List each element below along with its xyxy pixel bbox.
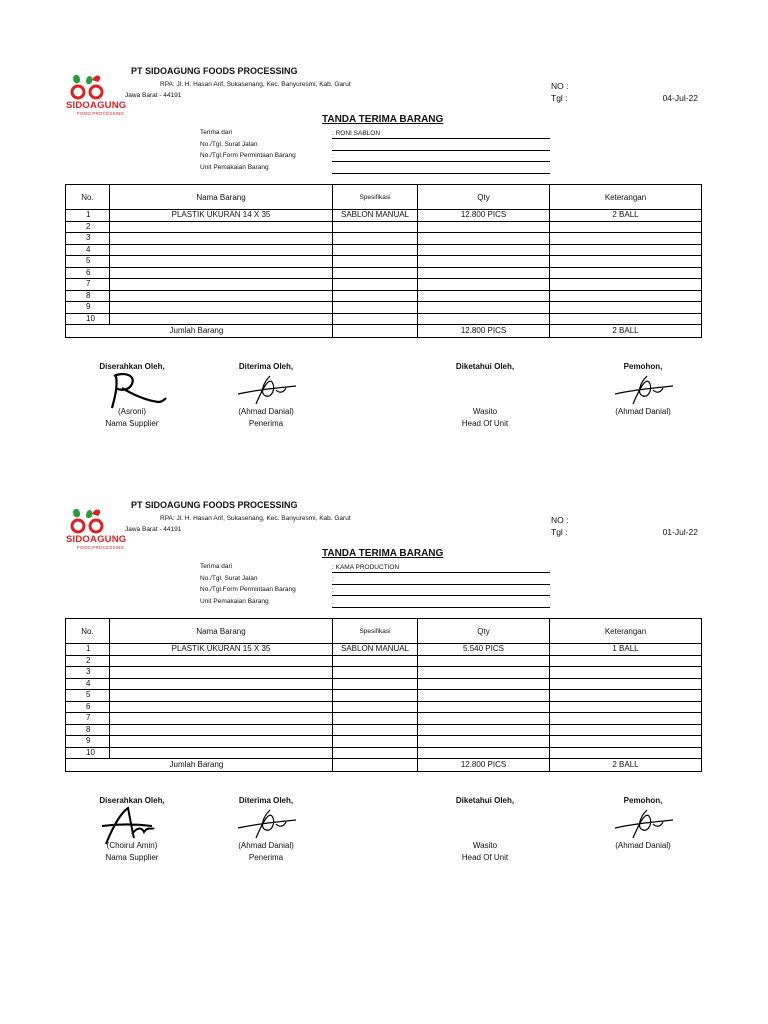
cell-no: 3 [66, 667, 110, 679]
field-label: Terima dari [200, 129, 233, 136]
signature-person: (Ahmad Danial) [615, 841, 671, 850]
signature-person: Wasito [472, 841, 498, 850]
logo-subtext: FOOD PROCESSING [77, 111, 125, 116]
cell-spesifikasi [333, 244, 418, 256]
cell-nama-barang [110, 667, 333, 679]
cell-qty [418, 667, 550, 679]
company-logo [66, 70, 130, 116]
company-name: PT SIDOAGUNG FOODS PROCESSING [131, 66, 298, 76]
doc-number-label: NO : [551, 81, 569, 91]
cell-spesifikasi [333, 678, 418, 690]
cell-spesifikasi [333, 221, 418, 233]
table-row [66, 290, 702, 302]
field-value: : RONI SABLON [332, 129, 550, 139]
doc-date-value: 01-Jul-22 [662, 527, 698, 537]
signature-person: (Ahmad Danial) [238, 407, 294, 416]
total-keterangan: 2 BALL [550, 325, 702, 338]
document-title: TANDA TERIMA BARANG [322, 114, 444, 125]
cell-no: 7 [66, 713, 110, 725]
field-form-permintaan [200, 151, 550, 162]
cell-qty [418, 701, 550, 713]
signature-role: Diserahkan Oleh, [99, 362, 165, 371]
total-spacer [66, 325, 110, 338]
signature-person: (Asroni) [117, 407, 146, 416]
cell-keterangan [550, 701, 702, 713]
header-no: No. [66, 185, 110, 210]
cell-no: 2 [66, 655, 110, 667]
logo-subtext: FOOD PROCESSING [77, 545, 125, 550]
cell-qty [418, 747, 550, 759]
receipt-form-2 [0, 494, 768, 914]
cell-nama-barang [110, 724, 333, 736]
field-label: No./Tgl. Surat Jalan [200, 575, 258, 582]
cell-qty [418, 655, 550, 667]
signature-icon [92, 370, 172, 412]
table-row [66, 244, 702, 256]
total-qty: 12.800 PICS [418, 325, 550, 338]
total-spesifikasi [333, 759, 418, 772]
cell-nama-barang [110, 655, 333, 667]
field-value: : [332, 141, 550, 151]
cell-qty [418, 221, 550, 233]
logo-wordmark: SIDOAGUNG [66, 534, 127, 545]
signature-icon [603, 804, 683, 846]
total-spesifikasi [333, 325, 418, 338]
signature-role: Diketahui Oleh, [455, 362, 515, 371]
cell-keterangan [550, 290, 702, 302]
cell-keterangan [550, 678, 702, 690]
cell-nama-barang [110, 256, 333, 268]
cell-keterangan: 2 BALL [550, 210, 702, 222]
cell-spesifikasi [333, 713, 418, 725]
table-row [66, 701, 702, 713]
items-table [65, 184, 702, 338]
cell-no: 7 [66, 279, 110, 291]
document-title: TANDA TERIMA BARANG [322, 548, 444, 559]
logo-icon [66, 504, 130, 536]
cell-nama-barang [110, 233, 333, 245]
cell-nama-barang [110, 690, 333, 702]
cell-spesifikasi [333, 279, 418, 291]
cell-keterangan [550, 313, 702, 325]
company-address-line1: RPA: Jl. H. Hasan Arif, Sukasenang, Kec. Banyuresmi, Kab. Garut [160, 81, 351, 88]
cell-spesifikasi [333, 667, 418, 679]
cell-keterangan [550, 233, 702, 245]
company-address-line1: RPA: Jl. H. Hasan Arif, Sukasenang, Kec. Banyuresmi, Kab. Garut [160, 515, 351, 522]
signature-role: Diketahui Oleh, [455, 796, 515, 805]
header-no: No. [66, 619, 110, 644]
field-unit-pemakaian [200, 597, 550, 608]
signature-person: Wasito [472, 407, 498, 416]
total-spacer [66, 759, 110, 772]
signature-title: Penerima [248, 419, 284, 428]
cell-nama-barang [110, 244, 333, 256]
cell-no: 6 [66, 267, 110, 279]
cell-qty [418, 233, 550, 245]
cell-keterangan [550, 302, 702, 314]
cell-spesifikasi: SABLON MANUAL [333, 644, 418, 656]
table-row [66, 313, 702, 325]
signature-title: Penerima [248, 853, 284, 862]
table-row [66, 690, 702, 702]
cell-nama-barang [110, 713, 333, 725]
cell-no: 1 [66, 210, 110, 222]
cell-nama-barang [110, 279, 333, 291]
cell-no: 10 [66, 747, 110, 759]
cell-keterangan [550, 244, 702, 256]
field-value: : [332, 152, 550, 162]
total-qty: 12.800 PICS [418, 759, 550, 772]
table-total-row [66, 325, 702, 338]
doc-date-label: Tgl : [551, 527, 568, 537]
cell-spesifikasi [333, 256, 418, 268]
cell-qty [418, 302, 550, 314]
table-row [66, 267, 702, 279]
cell-keterangan [550, 736, 702, 748]
cell-keterangan [550, 256, 702, 268]
table-row [66, 233, 702, 245]
cell-qty [418, 690, 550, 702]
company-logo [66, 504, 130, 550]
cell-spesifikasi [333, 724, 418, 736]
company-name: PT SIDOAGUNG FOODS PROCESSING [131, 500, 298, 510]
cell-no: 5 [66, 256, 110, 268]
cell-nama-barang: PLASTIK UKURAN 15 X 35 [110, 644, 333, 656]
table-row [66, 736, 702, 748]
cell-nama-barang [110, 736, 333, 748]
table-row [66, 655, 702, 667]
cell-spesifikasi [333, 313, 418, 325]
field-value: : [332, 598, 550, 608]
cell-spesifikasi [333, 736, 418, 748]
cell-keterangan [550, 690, 702, 702]
cell-qty [418, 290, 550, 302]
cell-qty [418, 736, 550, 748]
logo-wordmark: SIDOAGUNG [66, 100, 127, 111]
signature-title: Head Of Unit [461, 853, 509, 862]
header-spesifikasi: Spesifikasi [333, 619, 418, 644]
field-terima-dari [200, 128, 550, 139]
cell-no: 9 [66, 736, 110, 748]
header-qty: Qty [418, 185, 550, 210]
total-label: Jumlah Barang [110, 759, 333, 772]
doc-number-label: NO : [551, 515, 569, 525]
doc-date-value: 04-Jul-22 [662, 93, 698, 103]
field-label: Unit Pemakaian Barang [200, 164, 269, 171]
field-value: : [332, 575, 550, 585]
cell-no: 6 [66, 701, 110, 713]
cell-qty: 12.800 PICS [418, 210, 550, 222]
field-value [332, 164, 550, 174]
table-row [66, 724, 702, 736]
cell-spesifikasi [333, 290, 418, 302]
cell-keterangan [550, 747, 702, 759]
signature-role: Diserahkan Oleh, [99, 796, 165, 805]
field-surat-jalan [200, 574, 550, 585]
cell-qty [418, 267, 550, 279]
field-value: : [332, 586, 550, 596]
total-label: Jumlah Barang [110, 325, 333, 338]
cell-nama-barang [110, 313, 333, 325]
cell-keterangan [550, 655, 702, 667]
table-row [66, 302, 702, 314]
field-surat-jalan [200, 140, 550, 151]
company-address-line2: Jawa Barat - 44191 [125, 526, 182, 533]
cell-qty [418, 678, 550, 690]
table-row [66, 210, 702, 222]
cell-no: 9 [66, 302, 110, 314]
cell-keterangan [550, 724, 702, 736]
cell-no: 4 [66, 244, 110, 256]
header-nama-barang: Nama Barang [110, 185, 333, 210]
header-spesifikasi: Spesifikasi [333, 185, 418, 210]
company-address-line2: Jawa Barat - 44191 [125, 92, 182, 99]
signature-icon [603, 370, 683, 412]
table-row [66, 667, 702, 679]
cell-keterangan [550, 221, 702, 233]
cell-qty [418, 313, 550, 325]
cell-spesifikasi: SABLON MANUAL [333, 210, 418, 222]
signature-role: Pemohon, [623, 796, 663, 805]
cell-nama-barang [110, 221, 333, 233]
field-unit-pemakaian [200, 163, 550, 174]
signature-title: Nama Supplier [105, 853, 159, 862]
table-row [66, 747, 702, 759]
signature-person: (Ahmad Danial) [238, 841, 294, 850]
signature-role: Diterima Oleh, [238, 796, 294, 805]
cell-no: 3 [66, 233, 110, 245]
receipt-form-1 [0, 60, 768, 480]
cell-qty [418, 713, 550, 725]
cell-nama-barang: PLASTIK UKURAN 14 X 35 [110, 210, 333, 222]
signature-title: Head Of Unit [461, 419, 509, 428]
signature-title: Nama Supplier [105, 419, 159, 428]
table-row [66, 221, 702, 233]
signature-role: Diterima Oleh, [238, 362, 294, 371]
field-label: No./Tgl. Surat Jalan [200, 141, 258, 148]
cell-nama-barang [110, 302, 333, 314]
field-label: No./Tgl.Form Permintaan Barang [200, 152, 296, 159]
field-label: No./Tgl.Form Permintaan Barang [200, 586, 296, 593]
field-terima-dari [200, 562, 550, 573]
cell-spesifikasi [333, 267, 418, 279]
cell-keterangan [550, 713, 702, 725]
logo-icon [66, 70, 130, 102]
cell-no: 1 [66, 644, 110, 656]
cell-spesifikasi [333, 302, 418, 314]
table-row [66, 713, 702, 725]
cell-spesifikasi [333, 233, 418, 245]
table-row [66, 678, 702, 690]
cell-nama-barang [110, 267, 333, 279]
doc-date-label: Tgl : [551, 93, 568, 103]
cell-spesifikasi [333, 747, 418, 759]
signature-icon [226, 804, 306, 846]
signature-icon [226, 370, 306, 412]
cell-no: 2 [66, 221, 110, 233]
table-row [66, 256, 702, 268]
cell-qty [418, 279, 550, 291]
cell-nama-barang [110, 678, 333, 690]
cell-keterangan: 1 BALL [550, 644, 702, 656]
header-qty: Qty [418, 619, 550, 644]
field-label: Terima dari [200, 563, 233, 570]
cell-no: 4 [66, 678, 110, 690]
table-total-row [66, 759, 702, 772]
cell-spesifikasi [333, 701, 418, 713]
signature-icon [92, 804, 172, 846]
total-keterangan: 2 BALL [550, 759, 702, 772]
header-nama-barang: Nama Barang [110, 619, 333, 644]
table-row [66, 644, 702, 656]
table-row [66, 279, 702, 291]
cell-no: 8 [66, 724, 110, 736]
cell-qty [418, 724, 550, 736]
field-form-permintaan [200, 585, 550, 596]
header-keterangan: Keterangan [550, 185, 702, 210]
signature-role: Pemohon, [623, 362, 663, 371]
cell-keterangan [550, 667, 702, 679]
items-table [65, 618, 702, 772]
cell-keterangan [550, 279, 702, 291]
cell-nama-barang [110, 290, 333, 302]
field-label: Unit Pemakaian Barang [200, 598, 269, 605]
cell-spesifikasi [333, 655, 418, 667]
signature-person: (Ahmad Danial) [615, 407, 671, 416]
cell-spesifikasi [333, 690, 418, 702]
header-keterangan: Keterangan [550, 619, 702, 644]
cell-no: 8 [66, 290, 110, 302]
cell-nama-barang [110, 747, 333, 759]
cell-qty [418, 244, 550, 256]
cell-no: 5 [66, 690, 110, 702]
table-header-row [66, 185, 702, 210]
cell-qty [418, 256, 550, 268]
cell-no: 10 [66, 313, 110, 325]
cell-qty: 5.540 PICS [418, 644, 550, 656]
signature-person: (Choirul Amin) [106, 841, 158, 850]
cell-nama-barang [110, 701, 333, 713]
table-header-row [66, 619, 702, 644]
field-value: : KAMA PRODUCTION [332, 563, 550, 573]
cell-keterangan [550, 267, 702, 279]
